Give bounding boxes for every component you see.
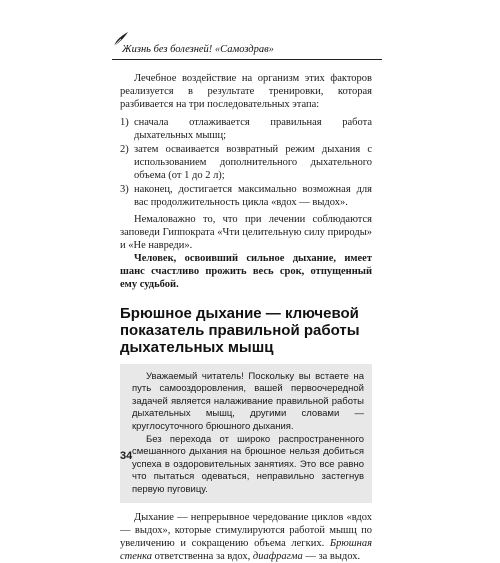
list-item-text: затем осваивается возвратный режим дыхания с использованием дополнительного дыхательного объема (от 1 до 2 л);: [134, 144, 372, 181]
bold-statement: Человек, освоивший сильное дыхание, имеет шанс счастливо прожить весь срок, отпущенный ему судьбой.: [120, 253, 372, 290]
callout-paragraph-1: Уважаемый читатель! Поскольку вы встаете на путь самооздоровления, вашей первоочередной задачей является налаживание правильной работы дыхательных мышц, другими словами — круглосуточного брюшного дыхания.: [132, 371, 364, 432]
reader-callout: [120, 364, 372, 503]
header-title: Жизнь без болезней! «Самоздрав»: [122, 44, 274, 55]
callout-paragraph-2: Без перехода от широко распространенного смешанного дыхания на брюшное нельзя добиться успеха в оздоровительных занятиях. Это все равно что пытаться одеваться, неправильно застегнув первую пуговицу.: [132, 434, 364, 495]
list-item-text: наконец, достигается максимально возможная для вас продолжительность цикла «вдох — выдох».: [134, 184, 372, 208]
list-item-number: 3): [120, 184, 129, 195]
breathing-text-3: — за выдох.: [302, 551, 361, 563]
page-number: 34: [120, 450, 133, 462]
running-header: [112, 40, 382, 62]
abdominal-wall-term: Брюшная стенка: [120, 538, 372, 563]
breathing-text-2: ответственна за вдох,: [152, 551, 253, 563]
list-item: [120, 116, 372, 142]
stages-list: [120, 116, 372, 209]
breathing-text-1: Дыхание — непрерывное чередование циклов «вдох — выдох», которые стимулируются работой мышц по увеличению и сокращению объема легких.: [120, 512, 372, 550]
page-content: [120, 72, 372, 563]
list-item-number: 2): [120, 144, 129, 155]
list-item: [120, 183, 372, 209]
section-heading: Брюшное дыхание — ключевой показатель правильной работы дыхательных мышц: [120, 305, 360, 356]
header-rule: [112, 59, 382, 60]
list-item-number: 1): [120, 117, 129, 128]
list-item: [120, 143, 372, 182]
breathing-paragraph: [120, 511, 372, 563]
hippocrates-paragraph: Немаловажно то, что при лечении соблюдаются заповеди Гиппократа «Чти целительную силу природы» и «Не навреди».: [120, 214, 372, 251]
intro-paragraph: Лечебное воздействие на организм этих факторов реализуется в результате тренировки, которая разбивается на три последовательных этапа:: [120, 73, 372, 110]
list-item-text: сначала отлаживается правильная работа дыхательных мышц;: [134, 117, 372, 141]
diaphragm-term: диафрагма: [252, 551, 303, 563]
